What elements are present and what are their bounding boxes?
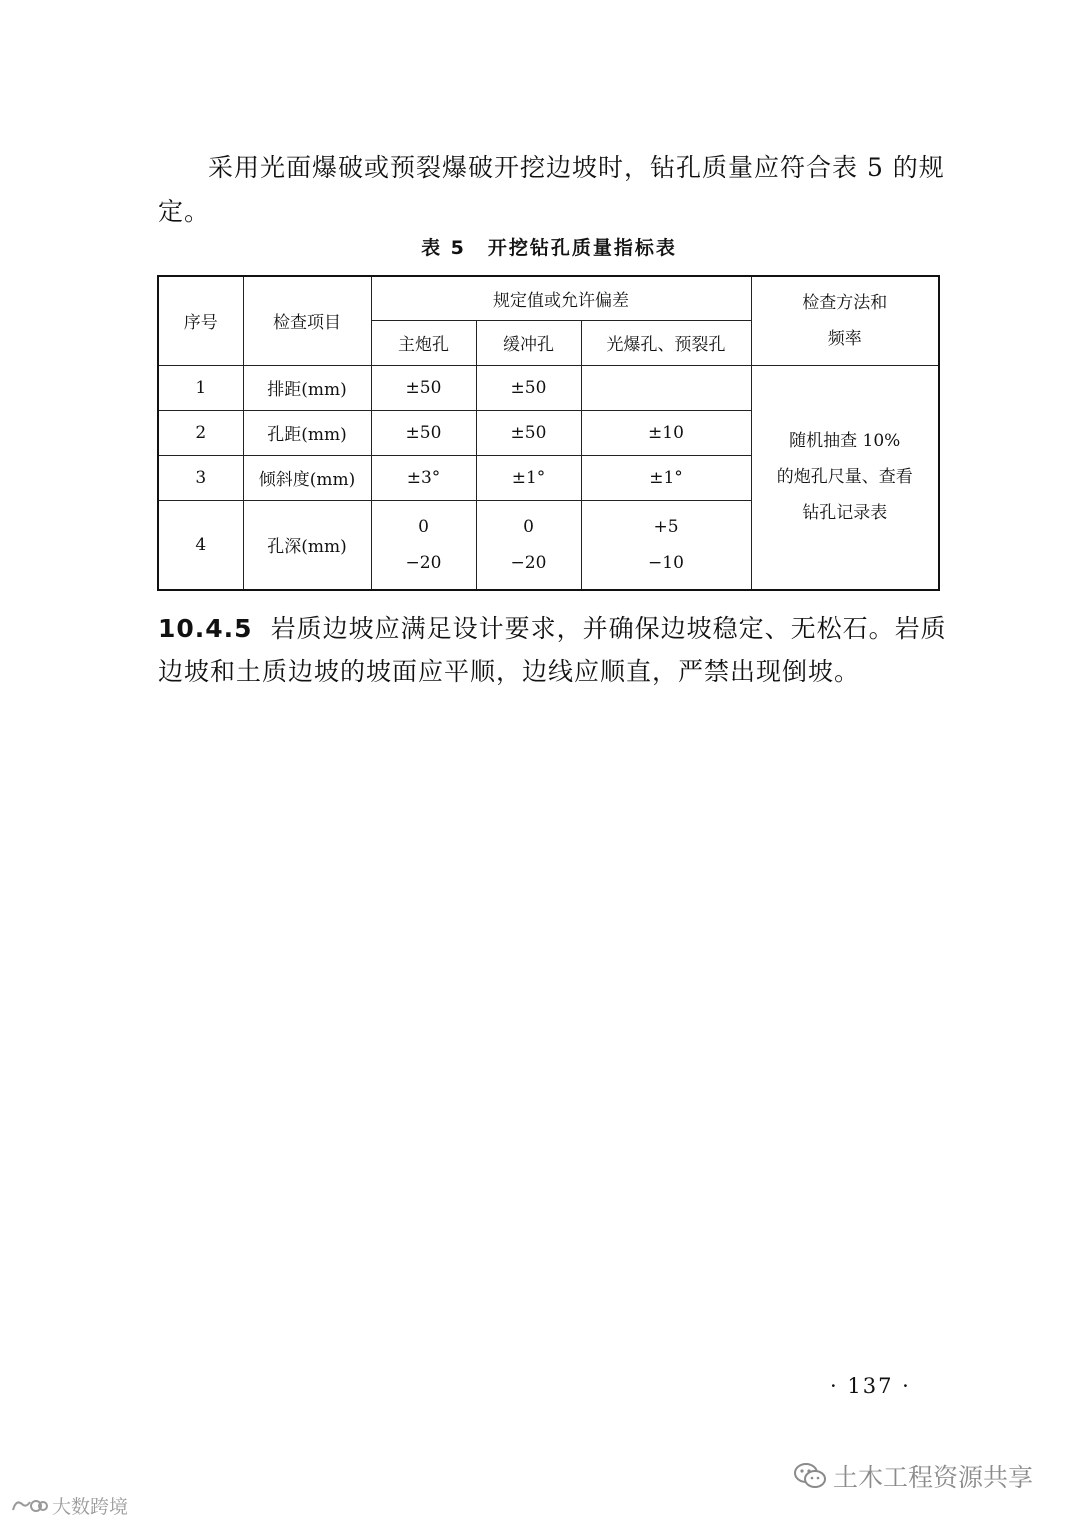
header-method-line2: 频率 — [827, 328, 862, 349]
cell-main: ±50 — [371, 365, 476, 410]
method-line: 钻孔记录表 — [802, 503, 888, 524]
cell-item: 排距(mm) — [243, 365, 371, 410]
header-smooth-hole: 光爆孔、预裂孔 — [581, 320, 751, 365]
cell-no: 2 — [158, 410, 243, 455]
header-method-line1: 检查方法和 — [802, 292, 888, 313]
table-number: 表 5 — [421, 237, 466, 259]
watermark-left-text: 大数跨境 — [52, 1496, 129, 1518]
header-buffer-hole: 缓冲孔 — [476, 320, 581, 365]
tolerance-lower: −20 — [405, 552, 442, 573]
cell-main: ±3° — [371, 455, 476, 500]
method-line: 的炮孔尺量、查看 — [776, 467, 913, 488]
cell-main: ±50 — [371, 410, 476, 455]
header-method — [751, 276, 939, 365]
header-tolerance-group: 规定值或允许偏差 — [371, 276, 751, 320]
cell-method — [751, 365, 939, 590]
tolerance-lower: −10 — [648, 552, 684, 573]
cell-smooth — [581, 500, 751, 590]
clause-paragraph — [158, 607, 948, 693]
intro-paragraph: 采用光面爆破或预裂爆破开挖边坡时，钻孔质量应符合表 5 的规定。 — [158, 153, 945, 226]
cell-buffer: ±1° — [476, 455, 581, 500]
table-row — [158, 365, 939, 410]
cell-smooth: ±10 — [581, 410, 751, 455]
watermark-right — [793, 1458, 1033, 1494]
cell-buffer: ±50 — [476, 410, 581, 455]
cell-item: 孔深(mm) — [243, 500, 371, 590]
header-item: 检查项目 — [243, 276, 371, 365]
tolerance-upper: 0 — [418, 516, 429, 537]
watermark-left — [10, 1492, 128, 1519]
method-line: 随机抽查 10% — [789, 431, 901, 452]
header-no: 序号 — [158, 276, 243, 365]
cell-smooth: ±1° — [581, 455, 751, 500]
cell-item: 倾斜度(mm) — [243, 455, 371, 500]
cell-item: 孔距(mm) — [243, 410, 371, 455]
cell-no: 3 — [158, 455, 243, 500]
page-number: · 137 · — [830, 1374, 911, 1398]
header-main-hole: 主炮孔 — [371, 320, 476, 365]
watermark-right-text: 土木工程资源共享 — [833, 1463, 1034, 1492]
cell-buffer — [476, 500, 581, 590]
table-header-row — [158, 276, 939, 320]
cell-main — [371, 500, 476, 590]
table-title-text: 开挖钻孔质量指标表 — [487, 237, 677, 259]
tolerance-upper: 0 — [523, 516, 534, 537]
clause-number: 10.4.5 — [158, 614, 253, 643]
drilling-quality-table — [157, 275, 940, 591]
cell-no: 1 — [158, 365, 243, 410]
cell-no: 4 — [158, 500, 243, 590]
clause-text: 岩质边坡应满足设计要求，并确保边坡稳定、无松石。岩质边坡和土质边坡的坡面应平顺，边线应顺直，严禁出现倒坡。 — [158, 614, 947, 686]
brand-logo-icon — [10, 1495, 48, 1517]
tolerance-lower: −20 — [510, 552, 547, 573]
cell-buffer: ±50 — [476, 365, 581, 410]
tolerance-upper: +5 — [653, 516, 679, 537]
wechat-icon — [793, 1461, 827, 1491]
cell-smooth — [581, 365, 751, 410]
table-title — [158, 233, 940, 260]
